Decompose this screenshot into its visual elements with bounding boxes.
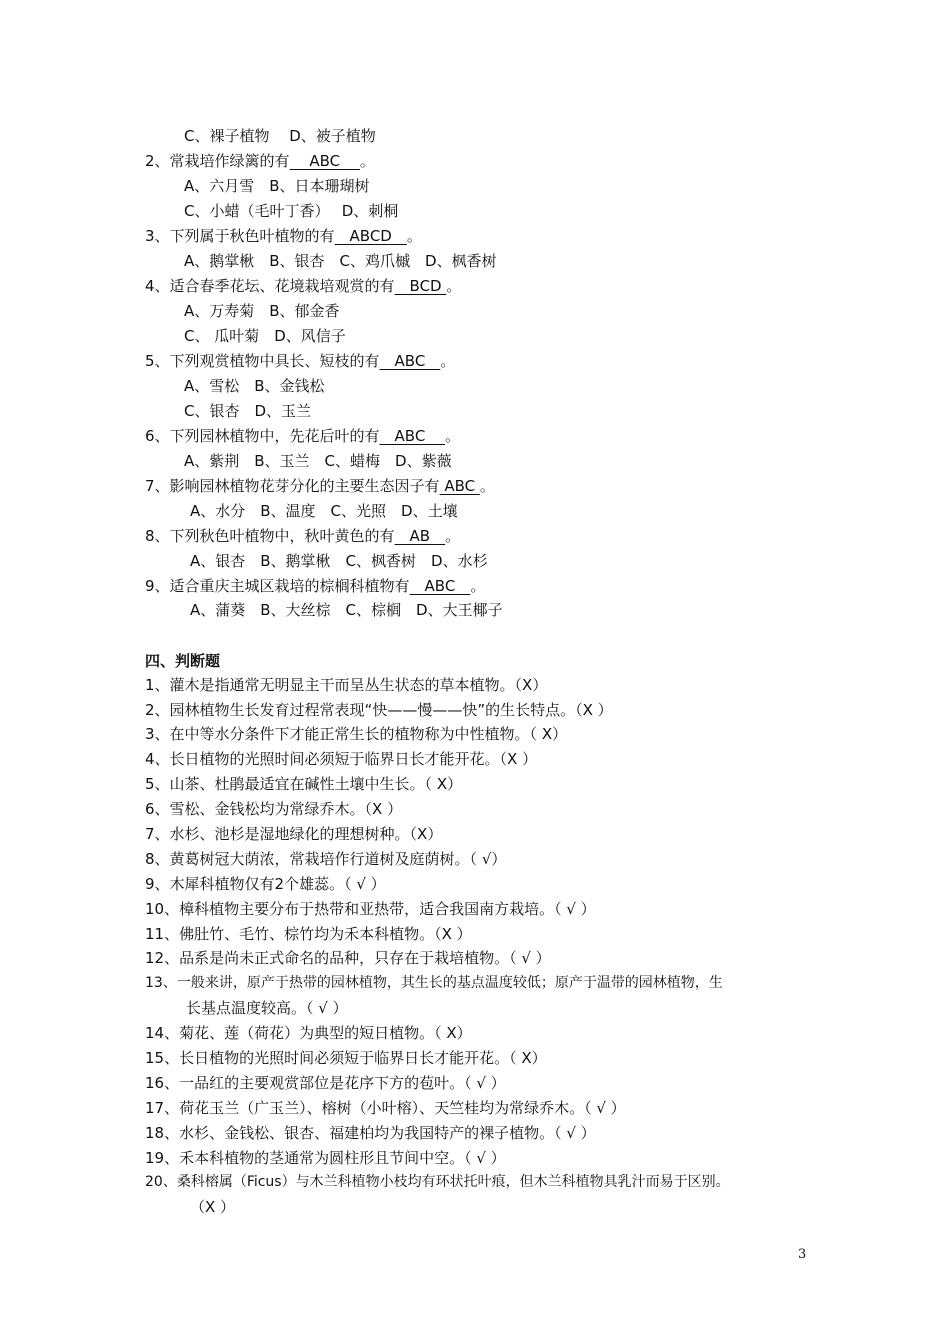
question-9 [145,576,485,596]
question-6 [145,426,460,446]
q6-end: 。 [445,427,461,445]
q7-answer: ABC [439,477,480,495]
tf-item: 13、一般来讲，原产于热带的园林植物，其生长的基点温度较低；原产于温带的园林植物，生 [145,975,723,991]
tf-item: 8、黄葛树冠大荫浓，常栽培作行道树及庭荫树。（ √） [145,850,507,868]
q5-end: 。 [440,352,456,370]
question-5 [145,351,455,371]
tf-item: 12、品系是尚未正式命名的品种，只存在于栽培植物。（ √ ） [145,949,551,967]
q3-answer: ABCD [334,227,407,245]
tf-item: 17、荷花玉兰（广玉兰）、榕树（小叶榕）、天竺桂均为常绿乔木。（ √ ） [145,1099,626,1117]
q2-end: 。 [359,152,375,170]
q4-end: 。 [446,277,462,295]
question-4 [145,276,461,296]
tf-item: 10、樟科植物主要分布于热带和亚热带，适合我国南方栽培。（ √ ） [145,900,596,918]
question-2 [145,151,375,171]
question-3 [145,226,422,246]
q7-end: 。 [479,477,495,495]
tf-item-continuation: （X ） [190,1198,236,1216]
tf-item: 11、佛肚竹、毛竹、棕竹均为禾本科植物。（X ） [145,925,472,943]
q7-options: A、水分 B、温度 C、光照 D、土壤 [190,502,458,520]
q3-options: A、鹅掌楸 B、银杏 C、鸡爪槭 D、枫香树 [184,252,497,270]
tf-item: 7、水杉、池杉是湿地绿化的理想树种。（X） [145,825,443,843]
page-number: 3 [798,1247,807,1262]
tf-item: 6、雪松、金钱松均为常绿乔木。（X ） [145,800,403,818]
q5-text: 5、下列观赏植物中具长、短枝的有 [145,352,380,370]
q8-answer: AB [394,527,446,545]
tf-item: 4、长日植物的光照时间必须短于临界日长才能开花。（X ） [145,750,538,768]
q9-options: A、蒲葵 B、大丝棕 C、棕榈 D、大王椰子 [190,601,503,619]
q2-answer: ABC [289,152,360,170]
tf-item: 2、园林植物生长发育过程常表现“快——慢——快”的生长特点。（X ） [145,701,613,719]
section-title: 四、判断题 [145,652,221,670]
tf-item: 20、桑科榕属（Ficus）与木兰科植物小枝均有环状托叶痕，但木兰科植物具乳汁而易于区别。 [145,1174,730,1190]
q6-answer: ABC [379,427,446,445]
q5-answer: ABC [379,352,441,370]
q2-options-ab: A、六月雪 B、日本珊瑚树 [184,177,370,195]
question-7 [145,476,495,496]
q4-text: 4、适合春季花坛、花境栽培观赏的有 [145,277,395,295]
q2-text: 2、常栽培作绿篱的有 [145,152,290,170]
q4-answer: BCD [394,277,447,295]
tf-item: 5、山茶、杜鹃最适宜在碱性土壤中生长。（ X） [145,775,463,793]
q4-options-ab: A、万寿菊 B、郁金香 [184,302,340,320]
q1-options-cd: C、裸子植物 D、被子植物 [184,127,376,145]
tf-item: 16、一品红的主要观赏部位是花序下方的苞叶。（ √ ） [145,1074,506,1092]
tf-item: 9、木犀科植物仅有2个雄蕊。（ √ ） [145,875,386,893]
tf-item: 19、禾本科植物的茎通常为圆柱形且节间中空。（ √ ） [145,1149,506,1167]
tf-item: 15、长日植物的光照时间必须短于临界日长才能开花。（ X） [145,1049,547,1067]
q6-options: A、紫荆 B、玉兰 C、蜡梅 D、紫薇 [184,452,452,470]
q4-options-cd: C、 瓜叶菊 D、风信子 [184,327,346,345]
q8-end: 。 [445,527,461,545]
question-8 [145,526,460,546]
tf-item: 1、灌木是指通常无明显主干而呈丛生状态的草本植物。（X） [145,676,548,694]
q9-answer: ABC [409,577,471,595]
q7-text: 7、影响园林植物花芽分化的主要生态因子有 [145,477,440,495]
q2-options-cd: C、小蜡（毛叶丁香） D、刺桐 [184,202,399,220]
q9-end: 。 [470,577,486,595]
q6-text: 6、下列园林植物中，先花后叶的有 [145,427,380,445]
q9-text: 9、适合重庆主城区栽培的棕榈科植物有 [145,577,410,595]
tf-item-continuation: 长基点温度较高。（ √ ） [186,999,348,1017]
q8-options: A、银杏 B、鹅掌楸 C、枫香树 D、水杉 [190,552,488,570]
q5-options-cd: C、银杏 D、玉兰 [184,402,312,420]
q3-end: 。 [406,227,422,245]
tf-item: 3、在中等水分条件下才能正常生长的植物称为中性植物。（ X） [145,725,568,743]
q3-text: 3、下列属于秋色叶植物的有 [145,227,335,245]
tf-item: 14、菊花、莲（荷花）为典型的短日植物。（ X） [145,1024,472,1042]
tf-item: 18、水杉、金钱松、银杏、福建柏均为我国特产的裸子植物。（ √ ） [145,1124,596,1142]
q5-options-ab: A、雪松 B、金钱松 [184,377,325,395]
q8-text: 8、下列秋色叶植物中，秋叶黄色的有 [145,527,395,545]
